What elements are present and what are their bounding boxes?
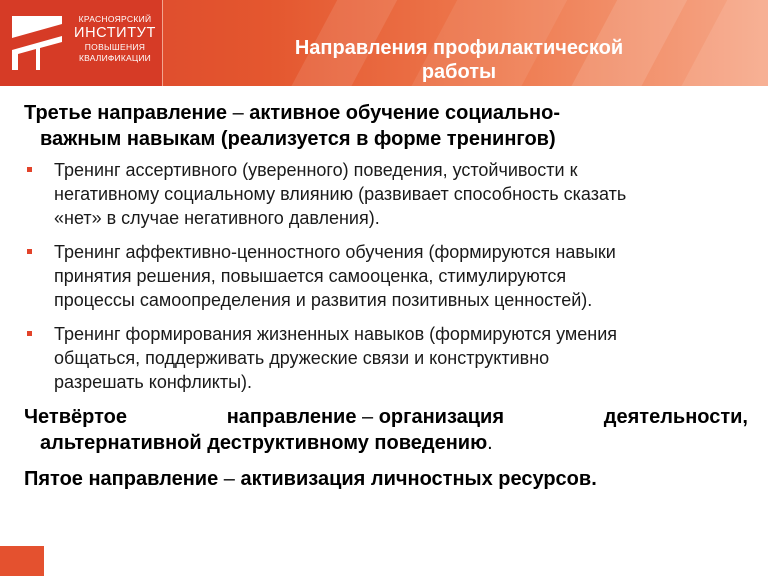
third-direction-text-1: активное обучение социально-	[249, 102, 561, 124]
list-item	[24, 158, 750, 230]
fourth-word-3: организация	[378, 406, 505, 428]
list-item-line: Тренинг аффективно-ценностного обучения (формируются навыки	[54, 242, 616, 262]
logo-line-4: КВАЛИФИКАЦИИ	[79, 52, 151, 63]
fourth-word-2: направление	[226, 406, 357, 428]
slide-title-line-1: Направления профилактической	[294, 37, 624, 59]
fourth-word-2-group	[227, 404, 504, 430]
list-item-line: разрешать конфликты).	[54, 372, 253, 392]
fourth-direction-line-1	[24, 404, 750, 430]
fourth-period: .	[487, 432, 493, 454]
list-item-line: принятия решения, повышается самооценка, стимулируются	[54, 266, 567, 286]
list-item-line: Тренинг формирования жизненных навыков (формируются умения	[54, 324, 618, 344]
slide-title-line-2: работы	[421, 61, 497, 83]
list-item-line: Тренинг ассертивного (уверенного) поведения, устойчивости к	[54, 160, 578, 180]
fifth-direction	[24, 466, 750, 492]
fourth-direction-line-2	[24, 430, 750, 456]
fourth-dash: –	[362, 406, 374, 428]
list-item-line: общаться, поддерживать дружеские связи и конструктивно	[54, 348, 550, 368]
fourth-direction	[24, 404, 750, 456]
footer-accent-block	[0, 546, 44, 576]
list-item-line: негативному социальному влиянию (развивает способность сказать	[54, 184, 627, 204]
slide-title	[192, 36, 726, 84]
slide-content	[24, 100, 750, 492]
logo-mark-icon	[12, 16, 62, 70]
bullet-square-icon	[27, 331, 32, 336]
third-direction-dash: –	[227, 102, 250, 124]
institute-logo	[0, 0, 163, 86]
training-list	[24, 158, 750, 394]
list-item-line: «нет» в случае негативного давления).	[54, 208, 380, 228]
bullet-square-icon	[27, 167, 32, 172]
logo-text	[70, 15, 160, 62]
logo-line-3: ПОВЫШЕНИЯ	[84, 42, 146, 52]
list-item	[24, 322, 750, 394]
third-direction-text-2: важным навыкам (реализуется в форме тренингов)	[40, 128, 556, 150]
fourth-word-4: деятельности,	[603, 406, 748, 428]
fifth-direction-label: Пятое направление	[24, 468, 219, 490]
logo-line-2: ИНСТИТУТ	[74, 24, 156, 41]
fifth-direction-text: активизация личностных ресурсов.	[240, 468, 597, 490]
list-item-line: процессы самоопределения и развития позитивных ценностей).	[54, 290, 593, 310]
logo-line-1: КРАСНОЯРСКИЙ	[78, 14, 152, 24]
third-direction	[24, 100, 750, 152]
bullet-square-icon	[27, 249, 32, 254]
slide-header	[0, 0, 768, 86]
fifth-direction-dash: –	[218, 468, 241, 490]
fourth-word-1: Четвёртое	[24, 406, 127, 428]
list-item	[24, 240, 750, 312]
third-direction-label: Третье направление	[24, 102, 228, 124]
fourth-line-2-text: альтернативной деструктивному поведению	[40, 432, 488, 454]
